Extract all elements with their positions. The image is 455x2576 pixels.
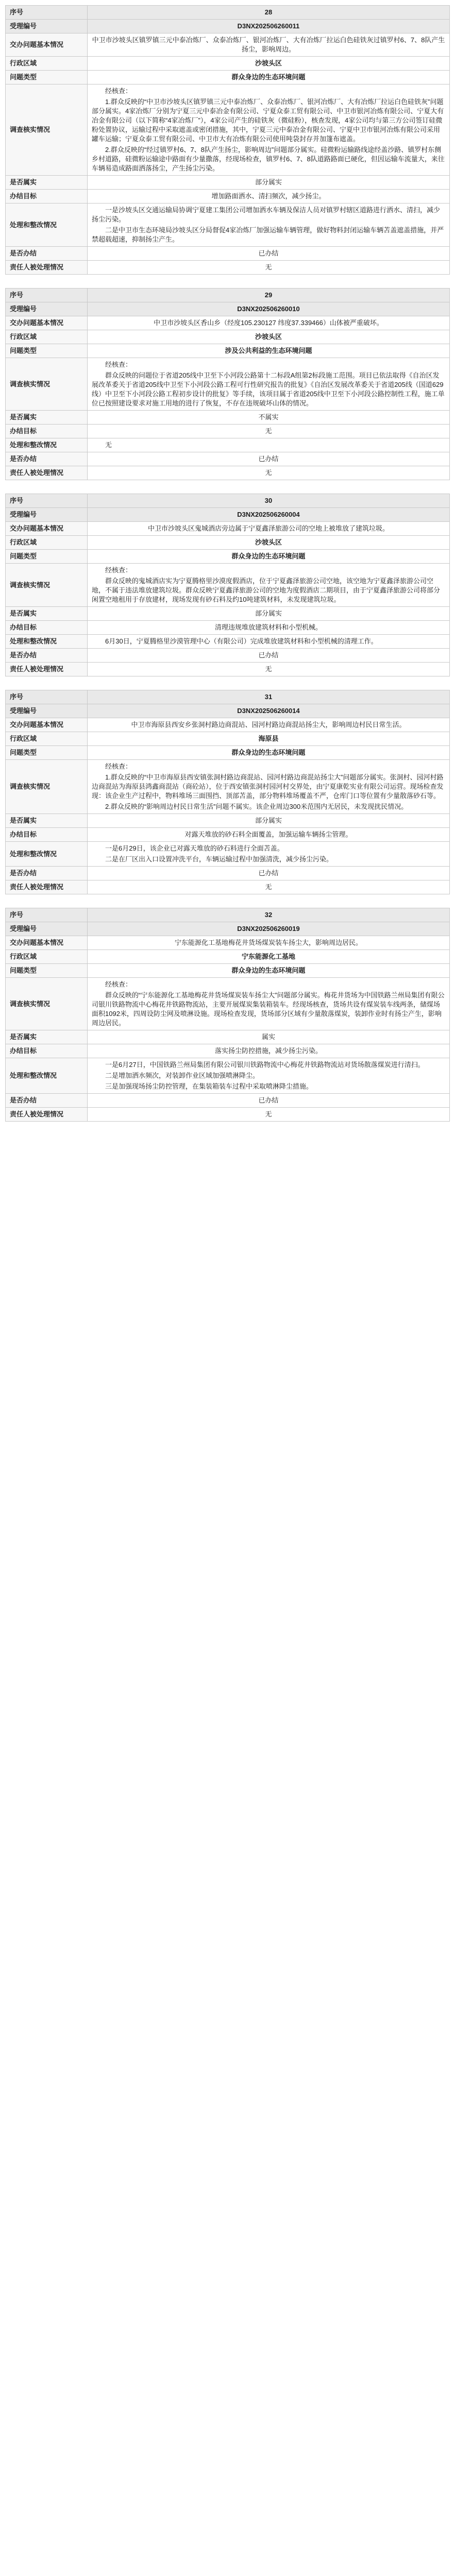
verify-paragraph: 1.群众反映的“中卫市海原县西安镇张洞村路边商混站、园河村路边商混站扬尘大”问题部分属实。张洞村、园河村路边商混站为海原县鸿鑫商混站（商砼站），位于西安镇张洞村园河村交界处，由宁夏康乾实业有限公司运营。现场检查发现：该企业生产过程中，物料堆场三面围挡、顶部苫盖，部分物料堆场覆盖不严，仓库门口等位置有少量散落砂石等。 xyxy=(92,773,444,800)
row-is-closed xyxy=(6,1094,450,1108)
verify-paragraph: 2.群众反映的“经过镇罗村6、7、8队产生扬尘，影响周边”问题部分属实。硅微粉运输路线途经盖沙路、镇罗村东侧乡村道路，硅微粉运输途中路面有少量撒落，经现场检查，镇罗村6、7、8队道路路面已硬化，但因运输车流量大，来往车辆易造成路面洒落扬尘，产生扬尘污染。 xyxy=(92,146,445,172)
case-no-label: 受理编号 xyxy=(6,302,88,316)
district-value: 海原县 xyxy=(88,732,450,746)
verify-paragraph: 2.群众反映的“影响周边村民日常生活”问题不属实。该企业周边300米范围内无居民，未发现扰民情况。 xyxy=(105,803,408,810)
target-label: 办结目标 xyxy=(6,828,88,842)
measures-value xyxy=(88,204,450,247)
basic-label: 交办问题基本情况 xyxy=(6,718,88,732)
case-no-value: D3NX202506260011 xyxy=(88,20,450,33)
accountability-value: 无 xyxy=(88,663,450,676)
measures-label: 处理和整改情况 xyxy=(6,842,88,867)
row-case-no xyxy=(6,922,450,936)
case-list xyxy=(0,0,455,1122)
row-measures xyxy=(6,438,450,452)
measures-label: 处理和整改情况 xyxy=(6,635,88,649)
measures-value xyxy=(88,1058,450,1094)
target-label: 办结目标 xyxy=(6,190,88,204)
row-case-no xyxy=(6,20,450,33)
is-true-label: 是否属实 xyxy=(6,411,88,425)
district-label: 行政区域 xyxy=(6,536,88,550)
seq-value: 30 xyxy=(88,494,450,508)
district-label: 行政区域 xyxy=(6,330,88,344)
measures-paragraph: 无 xyxy=(105,441,112,449)
row-target xyxy=(6,425,450,438)
row-case-no xyxy=(6,508,450,522)
accountability-label: 责任人被处理情况 xyxy=(6,261,88,275)
is-true-label: 是否属实 xyxy=(6,607,88,621)
seq-label: 序号 xyxy=(6,6,88,20)
row-is-true xyxy=(6,814,450,828)
row-is-true xyxy=(6,411,450,425)
seq-label: 序号 xyxy=(6,289,88,302)
measures-paragraph: 一是6月27日，中国铁路兰州局集团有限公司银川铁路物流中心梅花井铁路物流站对货场散落煤炭进行清扫。 xyxy=(105,1061,425,1069)
accountability-value: 无 xyxy=(88,880,450,894)
accountability-value: 无 xyxy=(88,261,450,275)
row-seq xyxy=(6,908,450,922)
accountability-label: 责任人被处理情况 xyxy=(6,663,88,676)
seq-label: 序号 xyxy=(6,494,88,508)
measures-label: 处理和整改情况 xyxy=(6,438,88,452)
basic-value: 中卫市沙坡头区鬼城酒店旁边属于宁夏鑫泽旅游公司的空地上被堆放了建筑垃圾。 xyxy=(88,522,450,536)
district-value: 沙坡头区 xyxy=(88,57,450,71)
type-label: 问题类型 xyxy=(6,71,88,84)
basic-label: 交办问题基本情况 xyxy=(6,316,88,330)
verify-label: 调查核实情况 xyxy=(6,84,88,176)
row-measures xyxy=(6,842,450,867)
row-target xyxy=(6,828,450,842)
basic-value: 中卫市沙坡头区镇罗镇三元中泰冶炼厂、众泰冶炼厂、银河冶炼厂、大有冶炼厂拉运白色硅铁灰过镇罗村6、7、8队产生扬尘，影响周边。 xyxy=(88,33,450,57)
accountability-label: 责任人被处理情况 xyxy=(6,1108,88,1122)
verify-paragraph: 经核查： xyxy=(105,87,132,95)
target-label: 办结目标 xyxy=(6,1044,88,1058)
row-verify xyxy=(6,760,450,814)
verify-paragraph: 经核查： xyxy=(105,566,132,574)
accountability-label: 责任人被处理情况 xyxy=(6,466,88,480)
row-measures xyxy=(6,204,450,247)
case-record-table xyxy=(5,288,450,480)
is-closed-value: 已办结 xyxy=(88,247,450,261)
row-district xyxy=(6,330,450,344)
row-seq xyxy=(6,494,450,508)
is-true-label: 是否属实 xyxy=(6,814,88,828)
basic-value: 中卫市海原县西安乡张洞村路边商混站、园河村路边商混站扬尘大，影响周边村民日常生活。 xyxy=(88,718,450,732)
is-true-label: 是否属实 xyxy=(6,1030,88,1044)
target-value: 对露天堆放的砂石料全面覆盖，加强运输车辆扬尘管理。 xyxy=(88,828,450,842)
target-label: 办结目标 xyxy=(6,621,88,635)
basic-value: 宁东能源化工基地梅花井货场煤炭装车扬尘大，影响周边居民。 xyxy=(88,936,450,950)
type-value: 群众身边的生态环境问题 xyxy=(88,746,450,760)
verify-value xyxy=(88,978,450,1030)
row-type xyxy=(6,746,450,760)
case-no-label: 受理编号 xyxy=(6,922,88,936)
row-is-closed xyxy=(6,867,450,880)
row-is-closed xyxy=(6,247,450,261)
district-label: 行政区域 xyxy=(6,732,88,746)
is-closed-label: 是否办结 xyxy=(6,1094,88,1108)
row-target xyxy=(6,190,450,204)
row-basic xyxy=(6,522,450,536)
target-label: 办结目标 xyxy=(6,425,88,438)
is-true-value: 部分属实 xyxy=(88,607,450,621)
row-district xyxy=(6,57,450,71)
seq-value: 28 xyxy=(88,6,450,20)
row-type xyxy=(6,964,450,978)
case-record-table xyxy=(5,908,450,1122)
row-measures xyxy=(6,635,450,649)
type-label: 问题类型 xyxy=(6,550,88,564)
row-basic xyxy=(6,316,450,330)
is-true-value: 部分属实 xyxy=(88,176,450,190)
target-value: 清理违规堆放建筑材料和小型机械。 xyxy=(88,621,450,635)
row-target xyxy=(6,621,450,635)
is-true-value: 部分属实 xyxy=(88,814,450,828)
seq-label: 序号 xyxy=(6,908,88,922)
seq-label: 序号 xyxy=(6,690,88,704)
case-record-table xyxy=(5,494,450,676)
row-accountability xyxy=(6,466,450,480)
seq-value: 32 xyxy=(88,908,450,922)
measures-paragraph: 一是沙坡头区交通运输局协调宁夏建工集团公司增加洒水车辆及保洁人员对镇罗村辖区道路进行洒水、清扫，减少扬尘污染。 xyxy=(92,206,441,223)
case-record-table xyxy=(5,5,450,275)
row-target xyxy=(6,1044,450,1058)
type-value: 涉及公共利益的生态环境问题 xyxy=(88,344,450,358)
measures-value xyxy=(88,438,450,452)
measures-label: 处理和整改情况 xyxy=(6,1058,88,1094)
verify-paragraph: 1.群众反映的“中卫市沙坡头区镇罗镇三元中泰冶炼厂、众泰冶炼厂、银河冶炼厂、大有冶炼厂拉运白色硅铁灰”问题部分属实。4家冶炼厂分别为宁夏三元中泰冶金有限公司、宁夏众泰工贸有限公司、中卫市银河冶炼有限公司、宁夏大有冶金有限公司（以下简称“4家冶炼厂”），4家公司产生的硅铁灰（微硅粉），核查发现，4家公司均与第三方公司签订硅微粉处置协议，运输过程中采取遮盖或密闭措施，其中，宁夏三元中泰冶金有限公司、宁夏中卫市银河冶炼有限公司采用罐车运输；宁夏众泰工贸有限公司、中卫市大有冶炼有限公司使用吨袋封存并加篷布遮盖。 xyxy=(92,98,444,143)
verify-value xyxy=(88,358,450,411)
row-case-no xyxy=(6,302,450,316)
row-verify xyxy=(6,978,450,1030)
target-value: 落实扬尘防控措施，减少扬尘污染。 xyxy=(88,1044,450,1058)
type-label: 问题类型 xyxy=(6,964,88,978)
verify-paragraph: 群众反映的问题位于省道205线中卫至下小河段公路第十二标段A组第2标段施工范围。项目已依法取得《自治区发展改革委关于省道205线中卫至下小河段公路工程可行性研究报告的批复》《自治区发展改革委关于省道205线（国道629线）中卫至下小河段公路工程初步设计的批复》等手续，该项目属于省道205线中卫至下小河段公路控制性工程，施工单位已按照建设要求对施工用地的进行了恢复，不存在违规破坏山体的情况。 xyxy=(92,371,445,407)
measures-paragraph: 二是增加洒水频次，对装卸作业区域加强喷淋降尘。 xyxy=(105,1072,260,1079)
district-label: 行政区域 xyxy=(6,57,88,71)
measures-paragraph: 二是在厂区出入口设置冲洗平台，车辆运输过程中加强清洗，减少扬尘污染。 xyxy=(105,855,333,863)
seq-value: 29 xyxy=(88,289,450,302)
target-value: 无 xyxy=(88,425,450,438)
type-label: 问题类型 xyxy=(6,344,88,358)
district-label: 行政区域 xyxy=(6,950,88,964)
type-value: 群众身边的生态环境问题 xyxy=(88,964,450,978)
measures-paragraph: 6月30日，宁夏腾格里沙漠管理中心（有限公司）完成堆放建筑材料和小型机械的清理工作。 xyxy=(105,637,378,645)
seq-value: 31 xyxy=(88,690,450,704)
verify-paragraph: 经核查： xyxy=(105,361,132,368)
case-no-value: D3NX202506260010 xyxy=(88,302,450,316)
case-no-value: D3NX202506260019 xyxy=(88,922,450,936)
row-is-true xyxy=(6,1030,450,1044)
verify-value xyxy=(88,84,450,176)
target-value: 增加路面洒水、清扫频次，减少扬尘。 xyxy=(88,190,450,204)
district-value: 沙坡头区 xyxy=(88,330,450,344)
is-true-value: 不属实 xyxy=(88,411,450,425)
is-closed-label: 是否办结 xyxy=(6,649,88,663)
accountability-value: 无 xyxy=(88,1108,450,1122)
row-district xyxy=(6,732,450,746)
row-accountability xyxy=(6,1108,450,1122)
accountability-label: 责任人被处理情况 xyxy=(6,880,88,894)
case-no-value: D3NX202506260014 xyxy=(88,704,450,718)
row-district xyxy=(6,536,450,550)
is-closed-label: 是否办结 xyxy=(6,867,88,880)
district-value: 沙坡头区 xyxy=(88,536,450,550)
basic-value: 中卫市沙坡头区香山乡（经度105.230127 纬度37.339466）山体被严重破坏。 xyxy=(88,316,450,330)
verify-label: 调查核实情况 xyxy=(6,564,88,607)
verify-value xyxy=(88,564,450,607)
row-verify xyxy=(6,84,450,176)
measures-label: 处理和整改情况 xyxy=(6,204,88,247)
basic-label: 交办问题基本情况 xyxy=(6,522,88,536)
row-basic xyxy=(6,718,450,732)
row-is-true xyxy=(6,176,450,190)
measures-paragraph: 三是加强现场扬尘防控管理，在集装箱装车过程中采取喷淋降尘措施。 xyxy=(105,1082,313,1090)
case-no-label: 受理编号 xyxy=(6,508,88,522)
is-true-label: 是否属实 xyxy=(6,176,88,190)
is-closed-value: 已办结 xyxy=(88,867,450,880)
verify-label: 调查核实情况 xyxy=(6,760,88,814)
basic-label: 交办问题基本情况 xyxy=(6,936,88,950)
case-no-label: 受理编号 xyxy=(6,704,88,718)
row-is-true xyxy=(6,607,450,621)
district-value: 宁东能源化工基地 xyxy=(88,950,450,964)
verify-label: 调查核实情况 xyxy=(6,978,88,1030)
row-verify xyxy=(6,564,450,607)
row-type xyxy=(6,344,450,358)
row-measures xyxy=(6,1058,450,1094)
verify-paragraph: 群众反映的鬼城酒店实为宁夏腾格里沙漠度假酒店，位于宁夏鑫泽旅游公司空地，该空地为宁夏鑫泽旅游公司空地，不属于违法堆放建筑垃圾。群众反映宁夏鑫泽旅游公司的空地为度假酒店二期项目，由于宁夏鑫泽旅游公司将部分闲置空地租用于存放建材，现场发现有砂石料及约10吨建筑材料，未发现建筑垃圾。 xyxy=(92,577,441,603)
row-basic xyxy=(6,936,450,950)
is-closed-label: 是否办结 xyxy=(6,452,88,466)
case-no-label: 受理编号 xyxy=(6,20,88,33)
verify-label: 调查核实情况 xyxy=(6,358,88,411)
row-is-closed xyxy=(6,452,450,466)
row-accountability xyxy=(6,880,450,894)
is-true-value: 属实 xyxy=(88,1030,450,1044)
row-is-closed xyxy=(6,649,450,663)
type-label: 问题类型 xyxy=(6,746,88,760)
row-district xyxy=(6,950,450,964)
row-case-no xyxy=(6,704,450,718)
row-seq xyxy=(6,690,450,704)
row-accountability xyxy=(6,261,450,275)
row-seq xyxy=(6,289,450,302)
verify-paragraph: 经核查： xyxy=(105,980,132,988)
verify-value xyxy=(88,760,450,814)
verify-paragraph: 群众反映的“宁东能源化工基地梅花井货场煤炭装车扬尘大”问题部分属实。梅花井货场为中国铁路兰州局集团有限公司银川铁路物流中心梅花井铁路物流站，主要开展煤炭集装箱装车。经现场核查，货场共设有煤炭装车线两条，储煤场面积1092米，四周设防尘网及喷淋设施。现场检查发现，货场部分区域有少量散落煤炭，装卸作业时有扬尘产生，影响周边居民。 xyxy=(92,991,445,1027)
row-type xyxy=(6,71,450,84)
row-verify xyxy=(6,358,450,411)
measures-value xyxy=(88,635,450,649)
accountability-value: 无 xyxy=(88,466,450,480)
row-seq xyxy=(6,6,450,20)
type-value: 群众身边的生态环境问题 xyxy=(88,71,450,84)
verify-paragraph: 经核查： xyxy=(105,762,132,770)
row-type xyxy=(6,550,450,564)
is-closed-value: 已办结 xyxy=(88,1094,450,1108)
case-record-table xyxy=(5,690,450,894)
is-closed-value: 已办结 xyxy=(88,649,450,663)
row-accountability xyxy=(6,663,450,676)
measures-paragraph: 一是6月29日，该企业已对露天堆放的砂石料进行全面苫盖。 xyxy=(105,844,284,852)
case-no-value: D3NX202506260004 xyxy=(88,508,450,522)
type-value: 群众身边的生态环境问题 xyxy=(88,550,450,564)
is-closed-value: 已办结 xyxy=(88,452,450,466)
row-basic xyxy=(6,33,450,57)
basic-label: 交办问题基本情况 xyxy=(6,33,88,57)
is-closed-label: 是否办结 xyxy=(6,247,88,261)
measures-paragraph: 二是中卫市生态环境局沙坡头区分局督促4家冶炼厂加强运输车辆管理，做好物料封闭运输车辆苫盖遮盖措施，并严禁超载超速，抑制扬尘产生。 xyxy=(92,226,444,243)
measures-value xyxy=(88,842,450,867)
